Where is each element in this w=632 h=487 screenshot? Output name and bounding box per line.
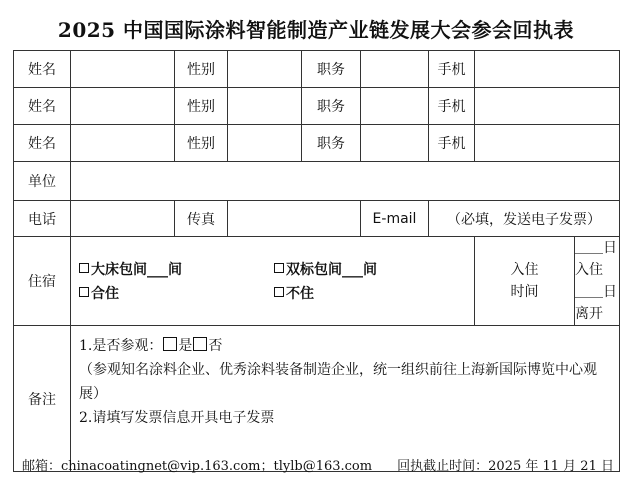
position-field[interactable] [361,51,429,88]
unit-field[interactable] [71,162,620,201]
contact-row [14,201,620,237]
name-label: 姓名 [14,51,71,88]
option-twin-room[interactable]: 双标包间___间 [274,259,464,279]
contact-email: 邮箱：chinacoatingnet@vip.163.com；tlylb@163.com [22,459,373,474]
unit-label: 单位 [14,162,71,201]
lodging-row [14,237,620,326]
phone-field[interactable] [71,201,175,237]
attendee-row-2 [14,88,620,125]
stay-dates[interactable] [575,237,620,326]
checkbox-icon[interactable] [79,287,89,297]
unit-row [14,162,620,201]
lodging-options [71,237,475,326]
gender-field[interactable] [228,125,302,162]
mobile-field[interactable] [475,125,620,162]
attendee-row-3 [14,125,620,162]
name-field[interactable] [71,88,175,125]
gender-label: 性别 [175,88,228,125]
registration-form [13,50,620,472]
position-field[interactable] [361,125,429,162]
position-field[interactable] [361,88,429,125]
visit-question: 1.是否参观： 是 否 [79,338,223,354]
name-field[interactable] [71,51,175,88]
visit-description: （参观知名涂料企业、优秀涂料装备制造企业，统一组织前往上海新国际博览中心观展） [79,362,597,402]
gender-field[interactable] [228,88,302,125]
gender-field[interactable] [228,51,302,88]
notes-label: 备注 [14,326,71,472]
deadline-text: 回执截止时间：2025 年 11 月 21 日 [397,459,614,474]
fax-field[interactable] [228,201,361,237]
position-label: 职务 [302,125,361,162]
phone-label: 电话 [14,201,71,237]
mobile-field[interactable] [475,51,620,88]
option-king-room[interactable]: 大床包间___间 [79,259,274,279]
notes-content [71,326,620,472]
attendee-row-1 [14,51,620,88]
checkbox-icon[interactable] [274,287,284,297]
position-label: 职务 [302,88,361,125]
mobile-label: 手机 [429,51,475,88]
name-field[interactable] [71,125,175,162]
mobile-field[interactable] [475,88,620,125]
lodging-label: 住宿 [14,237,71,326]
fax-label: 传真 [175,201,228,237]
invoice-note: 2.请填写发票信息开具电子发票 [79,410,275,426]
checkin-field[interactable]: ＿＿日入住 [575,240,617,278]
name-label: 姓名 [14,125,71,162]
gender-label: 性别 [175,51,228,88]
gender-label: 性别 [175,125,228,162]
checkbox-icon[interactable] [79,263,89,273]
checkbox-icon[interactable] [274,263,284,273]
notes-row [14,326,620,472]
option-share-room[interactable]: 合住 [79,283,274,303]
page-title: 2025 中国国际涂料智能制造产业链发展大会参会回执表 [57,18,575,42]
position-label: 职务 [302,51,361,88]
name-label: 姓名 [14,88,71,125]
yes-checkbox[interactable] [163,337,177,351]
stay-time-label: 入住 时间 [475,237,575,326]
mobile-label: 手机 [429,88,475,125]
option-no-room[interactable]: 不住 [274,283,464,303]
email-label: E-mail [361,201,429,237]
email-field[interactable]: （必填，发送电子发票） [429,201,620,237]
no-checkbox[interactable] [193,337,207,351]
mobile-label: 手机 [429,125,475,162]
checkout-field[interactable]: ＿＿日离开 [575,284,617,322]
